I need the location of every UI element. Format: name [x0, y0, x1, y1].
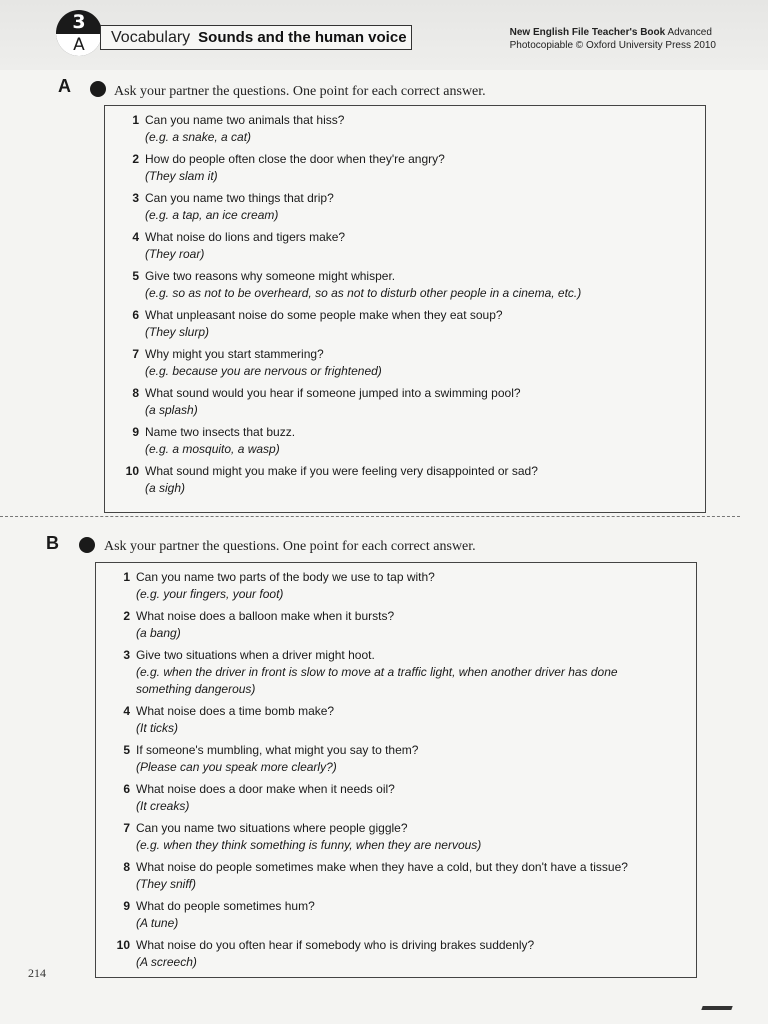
question-item: 8 What noise do people sometimes make when they have a cold, but they don't have a tissue? (They sniff): [123, 860, 628, 891]
unit-number: 3: [72, 11, 86, 33]
unit-badge: [56, 10, 102, 56]
bullet-dot-icon: [79, 537, 95, 553]
bullet-dot-icon: [90, 81, 106, 97]
unit-letter: A: [56, 34, 102, 56]
question-item: 2 What noise does a balloon make when it bursts? (a bang): [123, 609, 395, 640]
title-kicker: Vocabulary: [111, 28, 191, 46]
question-item: 5 If someone's mumbling, what might you say to them? (Please can you speak more clearly?): [123, 743, 419, 774]
question-item: 7 Can you name two situations where people giggle? (e.g. when they think something is funny, when they are nervous): [123, 821, 482, 852]
question-item: 1 Can you name two parts of the body we use to tap with? (e.g. your fingers, your foot): [123, 570, 435, 601]
question-item: 2 How do people often close the door when they're angry? (They slam it): [132, 152, 445, 183]
question-item: 3 Can you name two things that drip? (e.g. a tap, an ice cream): [132, 191, 334, 222]
page-number: 214: [28, 966, 46, 980]
question-item: 10 What sound might you make if you were feeling very disappointed or sad? (a sigh): [125, 464, 538, 495]
worksheet-title-box: [100, 25, 412, 50]
section-b-instruction: Ask your partner the questions. One point for each correct answer.: [104, 539, 476, 554]
page-title: Sounds and the human voice: [198, 29, 407, 46]
section-b-letter: B: [46, 533, 59, 553]
section-a-letter: A: [58, 76, 71, 96]
question-item: 3 Give two situations when a driver might hoot. (e.g. when the driver in front is slow to move at a traffic light, when another driver has done something dangerous): [123, 648, 618, 696]
question-item: 5 Give two reasons why someone might whisper. (e.g. so as not to be overheard, so as not to disturb other people in a cinema, etc.): [132, 269, 582, 300]
question-item: 6 What unpleasant noise do some people make when they eat soup? (They slurp): [132, 308, 503, 339]
corner-mark: [701, 1006, 732, 1010]
question-item: 9 What do people sometimes hum? (A tune): [123, 899, 315, 930]
section-a-instruction: Ask your partner the questions. One point for each correct answer.: [114, 84, 486, 99]
section-a-question-box: [104, 105, 706, 513]
question-item: 7 Why might you start stammering? (e.g. because you are nervous or frightened): [132, 347, 382, 378]
question-item: 4 What noise does a time bomb make? (It ticks): [123, 704, 335, 735]
publisher-copyright: Photocopiable © Oxford University Press 2010: [509, 40, 716, 51]
question-item: 9 Name two insects that buzz. (e.g. a mosquito, a wasp): [132, 425, 296, 456]
question-item: 4 What noise do lions and tigers make? (They roar): [132, 230, 346, 261]
question-item: 8 What sound would you hear if someone jumped into a swimming pool? (a splash): [132, 386, 521, 417]
question-item: 6 What noise does a door make when it needs oil? (It creaks): [123, 782, 395, 813]
section-b-question-box: [95, 562, 697, 978]
question-item: 1 Can you name two animals that hiss? (e.g. a snake, a cat): [132, 113, 345, 144]
question-item: 10 What noise do you often hear if somebody who is driving brakes suddenly? (A screech): [116, 938, 535, 969]
publisher-book-title: New English File Teacher's Book: [509, 27, 666, 38]
cut-line: [0, 516, 740, 517]
publisher-info: [510, 26, 716, 52]
publisher-level: Advanced: [667, 27, 712, 38]
